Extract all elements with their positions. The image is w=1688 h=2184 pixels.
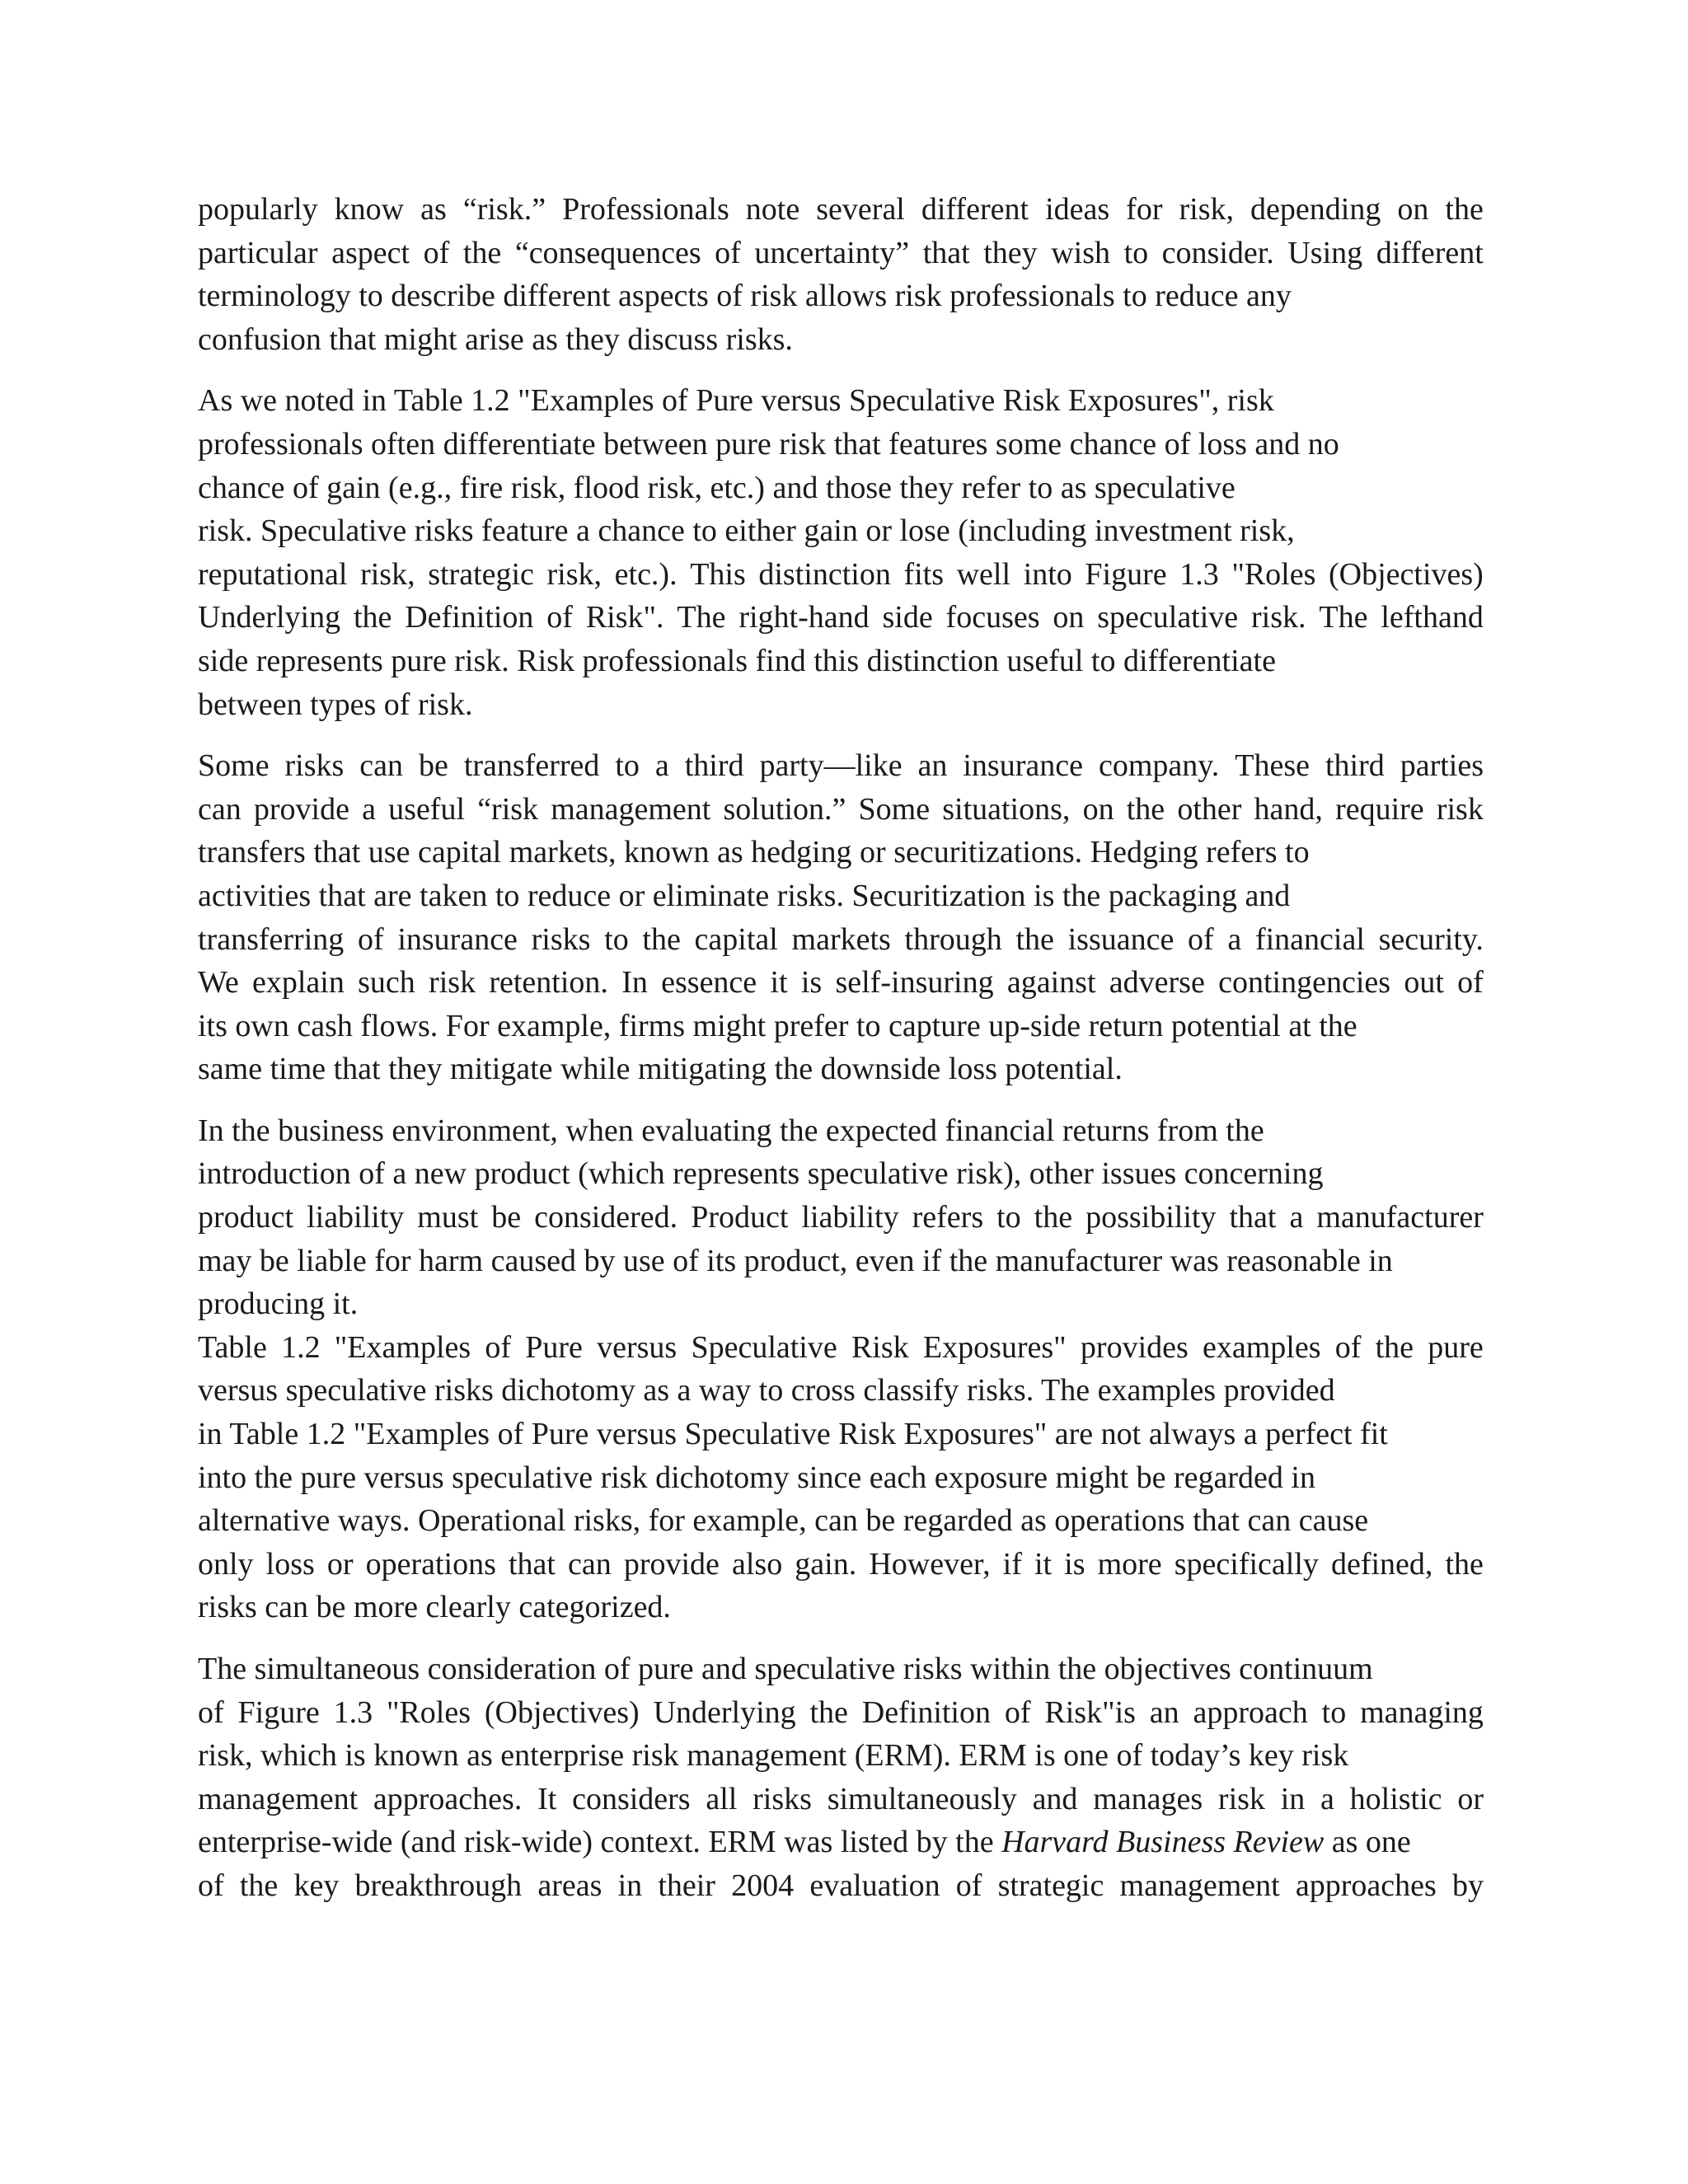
word: hand, <box>1254 791 1323 827</box>
word: a <box>1227 921 1242 957</box>
word: “consequences <box>514 235 701 270</box>
word: 2004 <box>731 1868 795 1903</box>
word: of <box>485 1329 512 1365</box>
word: particular <box>198 235 318 270</box>
word: of <box>357 921 384 957</box>
word: "Examples <box>334 1329 471 1365</box>
text-line <box>198 553 1484 597</box>
word: party—like <box>759 748 903 784</box>
text-line: terminology to describe different aspects of risk allows risk professionals to reduce any <box>198 279 1292 314</box>
word: be <box>491 1200 522 1235</box>
word: different <box>1376 235 1484 270</box>
word: also <box>732 1546 783 1582</box>
paragraph-risk-terminology <box>198 188 1484 361</box>
word: approaches. <box>373 1781 523 1816</box>
text-line: introduction of a new product (which represents speculative risk), other issues concerning <box>198 1156 1324 1192</box>
word: transferring <box>198 921 345 957</box>
word: right-hand <box>738 600 870 635</box>
word: These <box>1235 748 1310 784</box>
word: "Roles <box>386 1694 471 1730</box>
word: for <box>1126 192 1163 227</box>
word: several <box>816 192 905 227</box>
word: the <box>1015 921 1054 957</box>
word: the <box>353 600 392 635</box>
word: Figure <box>1085 556 1167 592</box>
text-line: transfers that use capital markets, known as hedging or securitizations. Hedging refers to <box>198 835 1310 870</box>
word: provide <box>623 1546 720 1582</box>
word: the <box>642 921 681 957</box>
text-line <box>198 961 1484 1005</box>
word: uncertainty” <box>754 235 910 270</box>
word: managing <box>1360 1694 1484 1730</box>
word: of <box>1188 921 1214 957</box>
word: that <box>922 235 970 270</box>
text-line: risks can be more clearly categorized. <box>198 1590 671 1625</box>
word: management <box>1119 1868 1280 1903</box>
word: popularly <box>198 192 318 227</box>
word: of <box>198 1868 224 1903</box>
word: the <box>1445 192 1484 227</box>
word: by <box>1451 1868 1484 1903</box>
word: if <box>1002 1546 1022 1582</box>
word: essence <box>661 965 757 1001</box>
word: into <box>1023 556 1072 592</box>
word: a <box>1289 1200 1304 1235</box>
word: is <box>800 965 823 1001</box>
word: In <box>621 965 648 1001</box>
paragraph-erm <box>198 1647 1484 1908</box>
word: can <box>198 791 241 827</box>
word: Definition <box>405 600 534 635</box>
word: markets <box>791 921 891 957</box>
word: management <box>551 791 711 827</box>
text-line: may be liable for harm caused by use of its product, even if the manufacturer was reasonable in <box>198 1243 1393 1278</box>
word: management <box>198 1781 359 1816</box>
word: “risk <box>477 791 539 827</box>
text-line <box>198 918 1484 962</box>
text-line: producing it. <box>198 1286 359 1322</box>
text-line: side represents pure risk. Risk professionals find this distinction useful to differentiate <box>198 643 1276 678</box>
word: 1.2 <box>281 1329 321 1365</box>
word: other <box>1177 791 1242 827</box>
word: it <box>770 965 788 1001</box>
paragraph-product-liability <box>198 1109 1484 1629</box>
word: the <box>1034 1200 1073 1235</box>
word: the <box>1375 1329 1414 1365</box>
word: adverse <box>1109 965 1205 1001</box>
word: consider. <box>1161 235 1274 270</box>
word: that <box>1229 1200 1277 1235</box>
text-line: between types of risk. <box>198 687 473 722</box>
word: transferred <box>463 748 600 784</box>
text-line <box>198 788 1484 832</box>
word: of <box>423 235 450 270</box>
word: focuses <box>945 600 1040 635</box>
word: evaluation <box>809 1868 940 1903</box>
word: they <box>983 235 1038 270</box>
word: on <box>1082 791 1114 827</box>
word: an <box>917 748 948 784</box>
word: an <box>1149 1694 1179 1730</box>
word: strategic <box>997 1868 1104 1903</box>
word: explain <box>251 965 345 1001</box>
word: situations, <box>942 791 1071 827</box>
word: breakthrough <box>354 1868 523 1903</box>
word: Pure <box>525 1329 583 1365</box>
word: Risk". <box>585 600 664 635</box>
word: of <box>955 1868 982 1903</box>
word: that <box>508 1546 556 1582</box>
text-line <box>198 1196 1484 1240</box>
word: to <box>615 748 640 784</box>
word: be <box>419 748 448 784</box>
word: However, <box>869 1546 991 1582</box>
text-line: confusion that might arise as they discuss risks. <box>198 321 793 357</box>
text-line: As we noted in Table 1.2 "Examples of Pure versus Speculative Risk Exposures", risk <box>198 383 1274 419</box>
word: gain. <box>795 1546 857 1582</box>
word: Figure <box>237 1694 320 1730</box>
word: of <box>1334 1329 1362 1365</box>
word: 1.3 <box>1179 556 1219 592</box>
body-text <box>198 188 1484 1908</box>
word: Speculative <box>691 1329 837 1365</box>
word: to <box>996 1200 1021 1235</box>
text-line: into the pure versus speculative risk dichotomy since each exposure might be regarded in <box>198 1460 1315 1495</box>
word: in <box>617 1868 643 1903</box>
word: Risk"is <box>1044 1694 1136 1730</box>
word: more <box>1097 1546 1162 1582</box>
word: holistic <box>1349 1781 1442 1816</box>
word: versus <box>597 1329 678 1365</box>
word: liability <box>801 1200 899 1235</box>
word: against <box>1006 965 1096 1001</box>
word: Table <box>198 1329 267 1365</box>
word: or <box>326 1546 354 1582</box>
word: capital <box>694 921 778 957</box>
word: Using <box>1287 235 1363 270</box>
word: approach <box>1193 1694 1308 1730</box>
word: of <box>1004 1694 1031 1730</box>
word: defined, <box>1330 1546 1433 1582</box>
text-line: risk. Speculative risks feature a chance to either gain or lose (including investment risk, <box>198 513 1295 549</box>
word: out <box>1404 965 1444 1001</box>
text-line: activities that are taken to reduce or eliminate risks. Securitization is the packaging and <box>198 878 1291 913</box>
word: solution.” <box>723 791 846 827</box>
text-line: in Table 1.2 "Examples of Pure versus Speculative Risk Exposures" are not always a perfect fit <box>198 1417 1388 1452</box>
word: all <box>706 1781 738 1816</box>
text-line: professionals often differentiate between pure risk that features some chance of loss and no <box>198 426 1339 462</box>
text-line: alternative ways. Operational risks, for example, can be regarded as operations that can cause <box>198 1503 1369 1539</box>
word: can <box>359 748 404 784</box>
word: retention. <box>489 965 608 1001</box>
word: wish <box>1051 235 1111 270</box>
word: etc.). <box>614 556 678 592</box>
word: to <box>1123 235 1149 270</box>
text-line: risk, which is known as enterprise risk management (ERM). ERM is one of today’s key risk <box>198 1738 1349 1774</box>
word: Underlying <box>653 1694 796 1730</box>
word: Product <box>691 1200 789 1235</box>
word: Some <box>858 791 931 827</box>
paragraph-risk-transfer <box>198 744 1484 1091</box>
word: The <box>1319 600 1368 635</box>
word: note <box>745 192 800 227</box>
word: different <box>921 192 1029 227</box>
word: depending <box>1250 192 1381 227</box>
text-line <box>198 1864 1484 1908</box>
word: parties <box>1400 748 1484 784</box>
word: considered. <box>534 1200 678 1235</box>
word: insurance <box>397 921 518 957</box>
word: as <box>420 192 447 227</box>
text-line <box>198 1691 1484 1735</box>
word: possibility <box>1085 1200 1217 1235</box>
text-line <box>198 1326 1484 1370</box>
word: The <box>677 600 726 635</box>
paragraph-pure-vs-speculative <box>198 379 1484 726</box>
word: specifically <box>1174 1546 1319 1582</box>
text-line <box>198 744 1484 788</box>
word: of <box>1457 965 1484 1001</box>
word: (Objectives) <box>1329 556 1484 592</box>
word: can <box>568 1546 612 1582</box>
text-line <box>198 1778 1484 1821</box>
word: liability <box>307 1200 405 1235</box>
word: provide <box>253 791 349 827</box>
word: 1.3 <box>333 1694 373 1730</box>
word: well <box>956 556 1011 592</box>
word: risks <box>531 921 591 957</box>
word: issuance <box>1067 921 1175 957</box>
word: in <box>1280 1781 1306 1816</box>
word: it <box>1034 1546 1053 1582</box>
word: Some <box>198 748 270 784</box>
word: must <box>417 1200 479 1235</box>
word: pure <box>1428 1329 1484 1365</box>
word: risk <box>429 965 476 1001</box>
word: side <box>882 600 933 635</box>
word: risk, <box>1179 192 1235 227</box>
word: examples <box>1203 1329 1321 1365</box>
text-line <box>198 1543 1484 1586</box>
word: ideas <box>1045 192 1110 227</box>
text-line <box>198 232 1484 275</box>
word: the <box>239 1868 279 1903</box>
word: “risk.” <box>462 192 546 227</box>
text-line: same time that they mitigate while mitigating the downside loss potential. <box>198 1052 1123 1087</box>
publication-title: Harvard Business Review <box>1001 1825 1325 1860</box>
word: speculative <box>1097 600 1239 635</box>
word: Underlying <box>198 600 341 635</box>
word: to <box>1321 1694 1347 1730</box>
text-line: versus speculative risks dichotomy as a way to cross classify risks. The examples provided <box>198 1373 1335 1408</box>
word: know <box>334 192 405 227</box>
word: "Roles <box>1231 556 1316 592</box>
word: a <box>1320 1781 1334 1816</box>
text-line: chance of gain (e.g., fire risk, flood risk, etc.) and those they refer to as speculative <box>198 470 1236 505</box>
word: on <box>1397 192 1429 227</box>
word: is <box>1064 1546 1085 1582</box>
word: product <box>198 1200 294 1235</box>
word: the <box>462 235 502 270</box>
word: risks <box>753 1781 812 1816</box>
word: lefthand <box>1381 600 1484 635</box>
word: considers <box>572 1781 691 1816</box>
word: of <box>198 1694 224 1730</box>
word: of <box>546 600 573 635</box>
word: their <box>658 1868 715 1903</box>
word: useful <box>388 791 466 827</box>
word: financial <box>1254 921 1365 957</box>
word: a <box>654 748 669 784</box>
word: and <box>1032 1781 1078 1816</box>
word: third <box>1325 748 1385 784</box>
word: risk, <box>546 556 603 592</box>
word: strategic <box>428 556 534 592</box>
word: risk, <box>360 556 415 592</box>
word: simultaneously <box>827 1781 1017 1816</box>
word: It <box>537 1781 557 1816</box>
word: This <box>690 556 746 592</box>
word: self-insuring <box>835 965 994 1001</box>
word: aspect <box>331 235 410 270</box>
word: Definition <box>861 1694 991 1730</box>
word: only <box>198 1546 254 1582</box>
word: risks <box>284 748 345 784</box>
word: or <box>1457 1781 1484 1816</box>
word: company. <box>1098 748 1220 784</box>
word: the <box>1445 1546 1484 1582</box>
word: key <box>293 1868 340 1903</box>
text-line <box>198 596 1484 640</box>
word: Professionals <box>562 192 729 227</box>
word: We <box>198 965 239 1001</box>
word: areas <box>537 1868 603 1903</box>
word: approaches <box>1295 1868 1437 1903</box>
word: insurance <box>963 748 1083 784</box>
text-line: In the business environment, when evaluating the expected financial returns from the <box>198 1113 1264 1148</box>
word: reputational <box>198 556 348 592</box>
word: risk <box>1436 791 1484 827</box>
word: security. <box>1378 921 1484 957</box>
word: manufacturer <box>1316 1200 1484 1235</box>
word: refers <box>912 1200 984 1235</box>
word: on <box>1053 600 1085 635</box>
text-line-end: as one <box>1324 1825 1411 1860</box>
text-line-with-italic <box>198 1821 1484 1864</box>
text-line <box>198 188 1484 232</box>
text-line: its own cash flows. For example, firms might prefer to capture up-side return potential at the <box>198 1008 1357 1043</box>
word: require <box>1335 791 1424 827</box>
word: risk. <box>1251 600 1306 635</box>
word: of <box>715 235 741 270</box>
text-line: The simultaneous consideration of pure and speculative risks within the objectives continuum <box>198 1652 1373 1686</box>
word: Exposures" <box>922 1329 1067 1365</box>
word: Risk <box>851 1329 909 1365</box>
word: contingencies <box>1218 965 1391 1001</box>
word: (Objectives) <box>484 1694 640 1730</box>
word: fits <box>903 556 944 592</box>
word: such <box>358 965 415 1001</box>
word: through <box>904 921 1002 957</box>
word: the <box>1126 791 1165 827</box>
word: loss <box>265 1546 315 1582</box>
word: distinction <box>758 556 891 592</box>
word: operations <box>365 1546 496 1582</box>
word: provides <box>1080 1329 1189 1365</box>
word: to <box>604 921 629 957</box>
word: risk <box>1217 1781 1265 1816</box>
word: third <box>684 748 744 784</box>
text-line-start: enterprise-wide (and risk-wide) context. ERM was listed by the <box>198 1825 1002 1860</box>
word: the <box>809 1694 848 1730</box>
word: manages <box>1093 1781 1203 1816</box>
word: a <box>362 791 376 827</box>
